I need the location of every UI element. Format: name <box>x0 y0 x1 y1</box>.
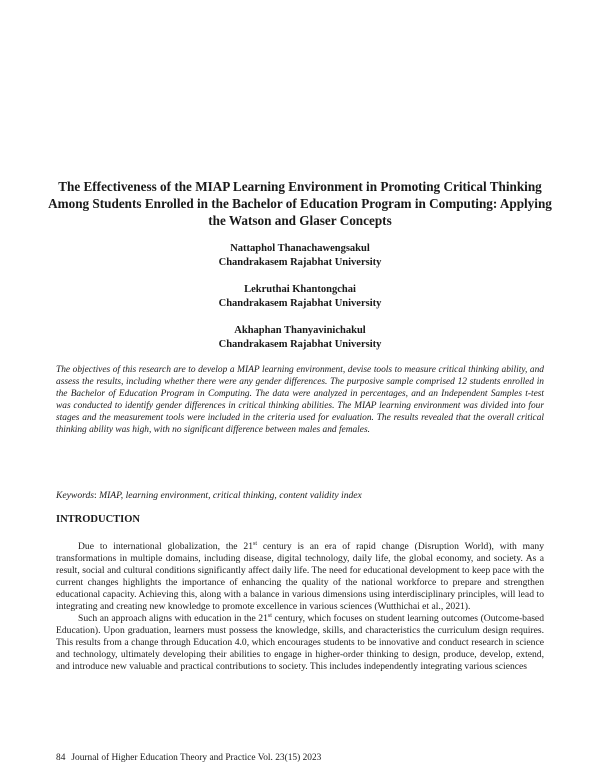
keywords-text: MIAP, learning environment, critical thinking, content validity index <box>99 490 362 501</box>
paragraph-text: Such an approach aligns with education in the 21 <box>78 613 268 624</box>
author-affiliation: Chandrakasem Rajabhat University <box>218 338 382 350</box>
paragraph-text: century, which focuses on student learning outcomes (Outcome-based Education). Upon graduation, learners must possess the knowledge, skills, and characteristics the curriculum design requires. This results from a change through Education 4.0, which encourages students to be innovative and conduct research in science and technology, ultimately developing their abilities to engage in higher-order thinking to design, produce, develop, extend, and introduce new valuable and practical contributions to society. This includes independently integrating various sciences <box>56 613 544 672</box>
author-block <box>60 242 540 269</box>
author-affiliation: Chandrakasem Rajabhat University <box>218 256 382 268</box>
keywords-label: Keywords <box>56 490 95 501</box>
author-block <box>60 283 540 310</box>
keywords: Keywords: MIAP, learning environment, critical thinking, content validity index <box>56 490 362 501</box>
author-name: Nattaphol Thanachawengsakul <box>230 243 370 254</box>
author-name: Akhaphan Thanyavinichakul <box>234 325 366 336</box>
body-paragraph <box>56 613 544 673</box>
abstract: The objectives of this research are to develop a MIAP learning environment, devise tools to measure critical thinking ability, and assess the results, including whether there were any gender differences. The purposive sample comprised 12 students enrolled in the Bachelor of Education Program in Computing. The data were analyzed in percentages, and an Independent Samples t-test was conducted to identify gender differences in critical thinking abilities. The MIAP learning environment was divided into four stages and the measurement tools were included in the criteria used for evaluation. The results revealed that the overall critical thinking ability was high, with no significant difference between males and females. <box>56 365 544 435</box>
body-paragraph <box>56 541 544 613</box>
paragraph-text: century is an era of rapid change (Disruption World), with many transformations in multiple domains, including disease, digital technology, daily life, the global economy, and society. As a result, social and cultural conditions significantly affect daily life. The need for educational development to keep pace with the current changes highlights the importance of enhancing the quality of the national workforce to prepare and strengthen educational capacity. Achieving this, along with a balance in various dimensions using interdisciplinary principles, will lead to integrating and creating new knowledge to promote excellence in various sciences (Wutthichai et al., 2021). <box>56 541 544 612</box>
superscript: st <box>253 540 258 547</box>
author-list <box>60 242 540 365</box>
page-number: 84 <box>56 753 66 763</box>
introduction-body <box>56 541 544 673</box>
author-block <box>60 324 540 351</box>
author-affiliation: Chandrakasem Rajabhat University <box>218 297 382 309</box>
paper-title: The Effectiveness of the MIAP Learning Environment in Promoting Critical Thinking Among Students Enrolled in the Bachelor of Education Program in Computing: Applying the Watson and Glaser Concepts <box>48 179 552 228</box>
superscript: st <box>267 612 272 619</box>
paragraph-text: Due to international globalization, the 21 <box>78 541 254 552</box>
author-name: Lekruthai Khantongchai <box>244 284 356 295</box>
section-heading-introduction: INTRODUCTION <box>56 514 141 525</box>
page-footer <box>56 752 321 764</box>
journal-citation: Journal of Higher Education Theory and Practice Vol. 23(15) 2023 <box>71 753 322 763</box>
